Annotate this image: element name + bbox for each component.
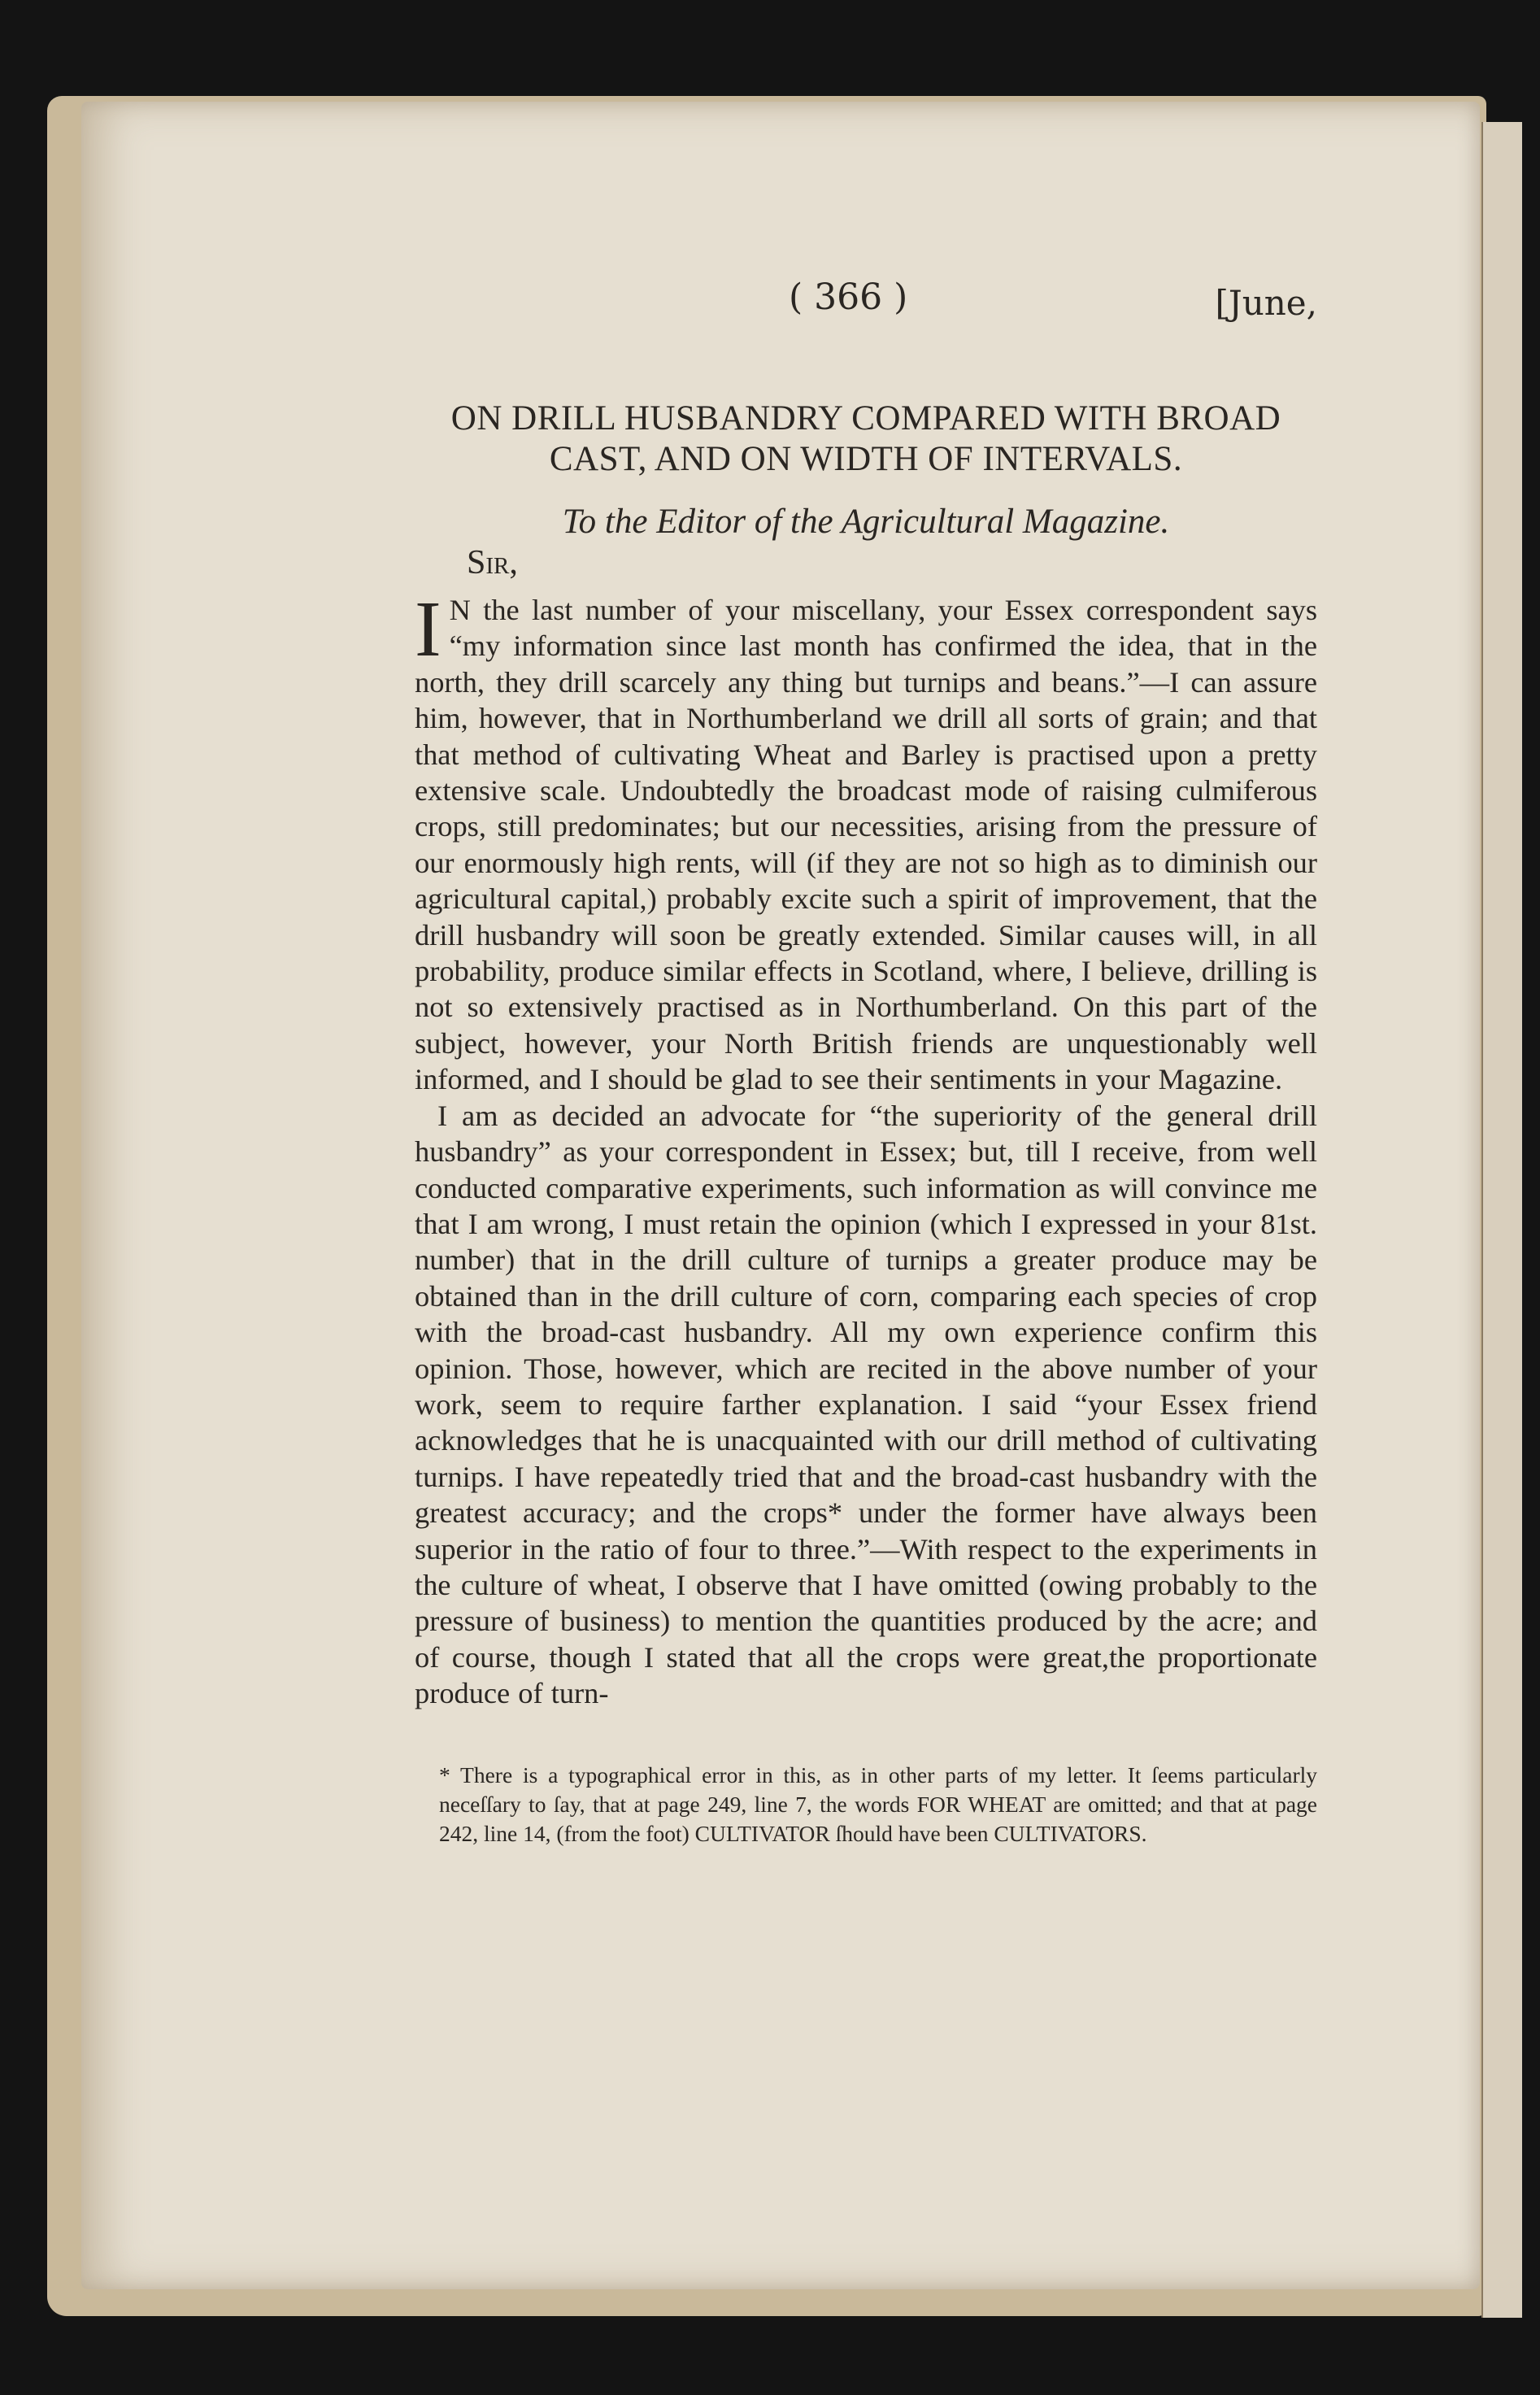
next-page-edge	[1481, 122, 1522, 2318]
running-head-month: [June,	[1215, 283, 1317, 323]
running-header	[415, 277, 1317, 333]
paragraph-1-text: N the last number of your miscellany, your Essex correspondent says “my information since last month has confirmed the idea, that in the north, they drill scarcely any thing but turnips and beans.”—I can assure him, however, that in Northumberland we drill all sorts of grain; and that that method of cultivating Wheat and Barley is practised upon a pretty extensive scale. Undoubtedly the broadcast mode of raising culmiferous crops, still predominates; but our necessities, arising from the pressure of our enormously high rents, will (if they are not so high as to diminish our agricultural capital,) probably excite such a spirit of improvement, that the drill husbandry will soon be greatly extended. Similar causes will, in all probability, produce similar effects in Scotland, where, I believe, drilling is not so extensively practised as in Northumberland. On this part of the subject, however, your North British friends are unquestionably well informed, and I should be glad to see their sentiments in your Magazine.	[415, 594, 1317, 1096]
salutation: Sir,	[467, 544, 518, 581]
article-body	[415, 586, 1317, 1712]
paragraph-2: I am as decided an advocate for “the superiority of the general drill husbandry” as your correspondent in Essex; but, till I receive, from well conducted comparative experiments, such information as will convince me that I am wrong, I must retain the opinion (which I expressed in your 81st. number) that in the drill culture of turnips a greater produce may be obtained than in the drill culture of corn, comparing each species of crop with the broad-cast husbandry. All my own experience confirm this opinion. Those, however, which are recited in the above number of your work, seem to require farther explanation. I said “your Essex friend acknowledges that he is unacquainted with our drill method of cultivating turnips. I have repeatedly tried that and the broad-cast husbandry with the greatest accuracy; and the crops* under the former have always been superior in the ratio of four to three.”—With respect to the experiments in the culture of wheat, I observe that I have omitted (owing probably to the pressure of business) to mention the quantities produced by the acre; and of course, though I stated that all the crops were great,the proportionate produce of turn-	[415, 1099, 1317, 1710]
footnote	[415, 1761, 1317, 1849]
page-number: ( 366 )	[789, 277, 908, 318]
addressee: To the Editor of the Agricultural Magazine.	[562, 503, 1170, 541]
paragraph-1	[415, 586, 1317, 1098]
page-content	[415, 277, 1317, 1849]
drop-cap: I	[415, 586, 442, 673]
footnote-text: * There is a typographical error in this, as in other parts of my letter. It ſeems particularly neceſſary to ſay, that at page 249, line 7, the words FOR WHEAT are omitted; and that at page 242, line 14, (from the foot) CULTIVATOR ſhould have been CULTIVATORS.	[439, 1761, 1317, 1846]
article-title-line-1: ON DRILL HUSBANDRY COMPARED WITH BROAD	[450, 399, 1281, 438]
article-title	[415, 398, 1317, 480]
article-title-line-2: CAST, AND ON WIDTH OF INTERVALS.	[549, 440, 1183, 478]
